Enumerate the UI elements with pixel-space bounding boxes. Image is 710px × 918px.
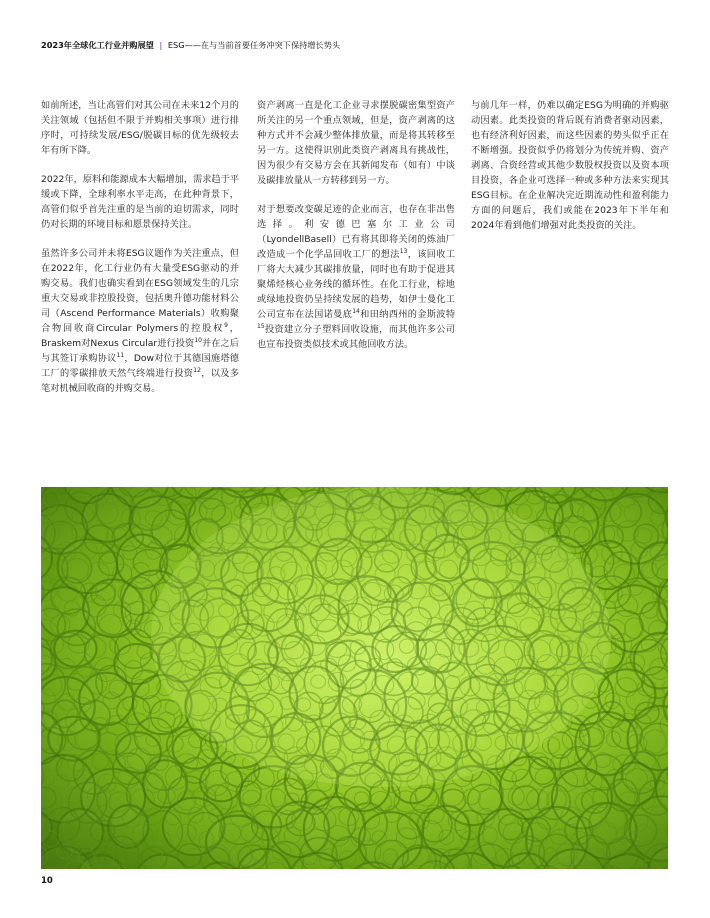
text-run: ，该回收工厂将大大减少其碳排放量，同时也有助于促进其聚烯烃核心业务线的循环性。在化工行业，棕地或绿地投资仍呈持续发展的趋势，如伊士曼化工公司宣布在法国诺曼底: [257, 249, 456, 320]
header-separator: |: [159, 40, 163, 50]
text-run: 投资建立分子塑料回收设施，而其他许多公司也宣布投资类似技术或其他回收方法。: [257, 324, 455, 350]
cell-bubble: [92, 753, 108, 769]
paragraph: [257, 202, 455, 352]
running-header: [41, 39, 681, 51]
text-run: 和田纳西州的金斯波特: [359, 309, 456, 320]
paragraph: 2022年，原料和能源成本大幅增加，需求趋于平缓或下降，全球利率水平走高，在此种背景下，高管们似乎首先注重的是当前的迫切需求，同时仍对长期的环境目标和愿景保持关注。: [41, 174, 239, 230]
text-run: 并在之后与其签订承购协议: [41, 338, 239, 364]
page-number: 10: [41, 876, 53, 886]
footnote-ref[interactable]: 10: [194, 336, 202, 344]
light-glow: [151, 487, 611, 787]
text-column-3: [471, 98, 669, 247]
paragraph: 资产剥离一直是化工企业寻求摆脱碳密集型资产所关注的另一个重点领域，但是，资产剥离的这种方式并不会减少整体排放量，而是将其转移至另一方。这使得识别此类资产剥离具有挑战性，因为很少有交易方会在其新闻发布（如有）中谈及碳排放量从一方转移到另一方。: [257, 100, 455, 186]
footnote-ref[interactable]: 13: [399, 247, 408, 255]
footnote-ref[interactable]: 14: [352, 307, 360, 315]
report-title: 2023年全球化工行业并购展望: [41, 40, 154, 50]
paragraph: 如前所述，当让高管们对其公司在未来12个月的关注领域（包括但不限于并购相关事项）进行排序时，可持续发展/ESG/脱碳目标的优先级较去年有所下降。: [41, 100, 239, 156]
cell-texture: [41, 487, 668, 869]
paragraph: 与前几年一样，仍难以确定ESG为明确的并购驱动因素。此类投资的背后既有消费者驱动因素，也有经济利好因素，而这些因素的势头似乎正在不断增强。投资似乎仍将划分为传统并购、资产剥离、合资经营或其他少数股权投资以及资本项目投资，各企业可选择一种或多种方法来实现其ESG目标。在企业解决完近期流动性和盈利能力方面的问题后，我们或能在2023年下半年和2024年看到他们增强对此类投资的关注。: [471, 100, 669, 231]
text-run: ，Braskem对Nexus Circular进行投资: [41, 323, 239, 349]
footnote-ref[interactable]: 15: [257, 322, 265, 330]
section-subtitle: ESG——在与当前首要任务冲突下保持增长势头: [167, 40, 341, 50]
text-run: 对于想要改变碳足迹的企业而言，也存在非出售选择。利安德巴塞尔工业公司（LyondellBasell）已有将其即将关闭的炼油厂改造成一个化学品回收工厂的想法: [257, 204, 455, 260]
text-run: ，以及多笔对机械回收商的并购交易。: [41, 368, 240, 394]
footnote-ref[interactable]: 9: [224, 321, 228, 329]
footnote-ref[interactable]: 11: [116, 351, 125, 359]
paragraph: [41, 246, 239, 396]
text-run: ，Dow对位于其德国施塔德工厂的零碳排放天然气终端进行投资: [41, 353, 239, 379]
text-run: 虽然许多公司并未将ESG议题作为关注重点，但在2022年，化工行业仍有大量受ESG驱动的并购交易。我们也确实看到在ESG领域发生的几宗重大交易或非控股投资，包括奥升德功能材料公司（Ascend Performance Materials）收购聚合物回收商Circular Polymers的控股权: [41, 248, 239, 334]
text-column-2: [257, 98, 455, 366]
text-column-1: [41, 98, 239, 410]
green-cell-bubbles-image: [41, 487, 668, 869]
footnote-ref[interactable]: 12: [193, 366, 201, 374]
cell-bubble: [121, 847, 138, 863]
